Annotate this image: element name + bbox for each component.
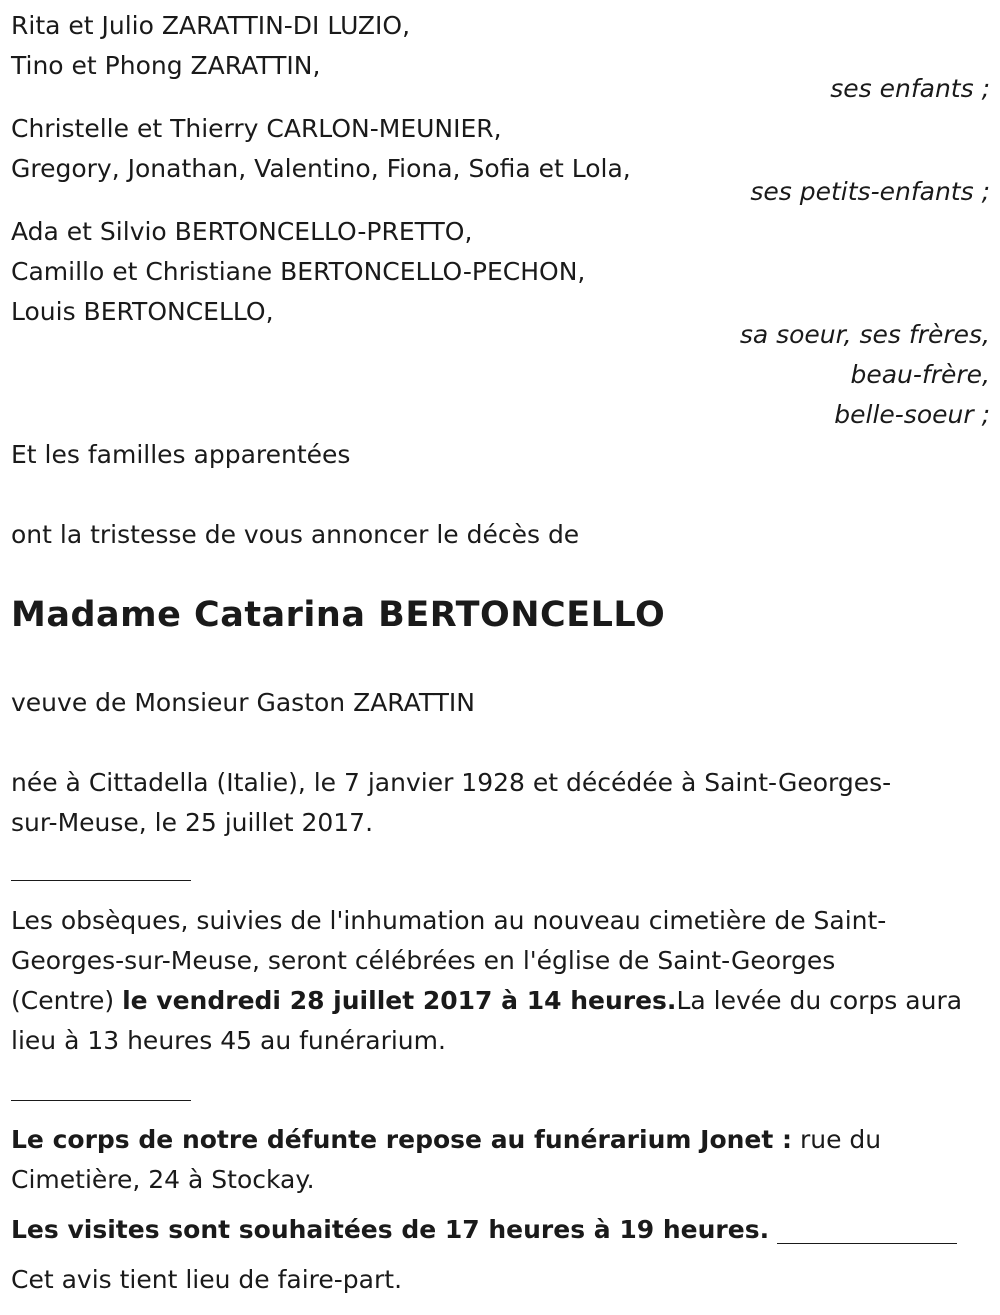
birth-death-line-2: sur-Meuse, le 25 juillet 2017. [11, 808, 374, 837]
rest-line-1 [11, 1120, 881, 1160]
children-line-1: Rita et Julio ZARATTIN-DI LUZIO, [11, 11, 411, 40]
siblings-line-3: Louis BERTONCELLO, [11, 297, 274, 326]
children-role: ses enfants ; [830, 74, 990, 103]
closing-line: Cet avis tient lieu de faire-part. [11, 1265, 403, 1294]
deceased-name: Madame Catarina BERTONCELLO [11, 595, 666, 635]
siblings-role-3: belle-soeur ; [834, 400, 990, 429]
separator-1 [11, 880, 191, 881]
funeral-line-4: lieu à 13 heures 45 au funérarium. [11, 1026, 446, 1055]
grandchildren-role: ses petits-enfants ; [750, 177, 990, 206]
funeral-line-3-pre: (Centre) [11, 986, 123, 1015]
children-line-2: Tino et Phong ZARATTIN, [11, 51, 321, 80]
rest-heading: Le corps de notre défunte repose au funérarium Jonet : [11, 1125, 793, 1154]
rest-line-2: Cimetière, 24 à Stockay. [11, 1165, 315, 1194]
siblings-role-2: beau-frère, [850, 360, 990, 389]
birth-death-line-1: née à Cittadella (Italie), le 7 janvier 1928 et décédée à Saint-Georges- [11, 768, 892, 797]
funeral-line-2: Georges-sur-Meuse, seront célébrées en l'église de Saint-Georges [11, 946, 836, 975]
visits-line [11, 1210, 957, 1250]
separator-2 [11, 1100, 191, 1101]
funeral-date: le vendredi 28 juillet 2017 à 14 heures. [122, 986, 677, 1015]
funeral-line-3-post: La levée du corps aura [676, 986, 963, 1015]
siblings-line-2: Camillo et Christiane BERTONCELLO-PECHON, [11, 257, 586, 286]
announcement-line: ont la tristesse de vous annoncer le décès de [11, 520, 580, 549]
visits-text: Les visites sont souhaitées de 17 heures à 19 heures. [11, 1215, 770, 1244]
grandchildren-line-1: Christelle et Thierry CARLON-MEUNIER, [11, 114, 502, 143]
funeral-line-3 [11, 981, 962, 1021]
siblings-line-1: Ada et Silvio BERTONCELLO-PRETTO, [11, 217, 473, 246]
separator-3 [777, 1243, 957, 1244]
families-line: Et les familles apparentées [11, 440, 351, 469]
widow-of-line: veuve de Monsieur Gaston ZARATTIN [11, 688, 476, 717]
siblings-role-1: sa soeur, ses frères, [739, 320, 990, 349]
funeral-line-1: Les obsèques, suivies de l'inhumation au nouveau cimetière de Saint- [11, 906, 887, 935]
grandchildren-line-2: Gregory, Jonathan, Valentino, Fiona, Sofia et Lola, [11, 154, 631, 183]
rest-address-start: rue du [792, 1125, 882, 1154]
